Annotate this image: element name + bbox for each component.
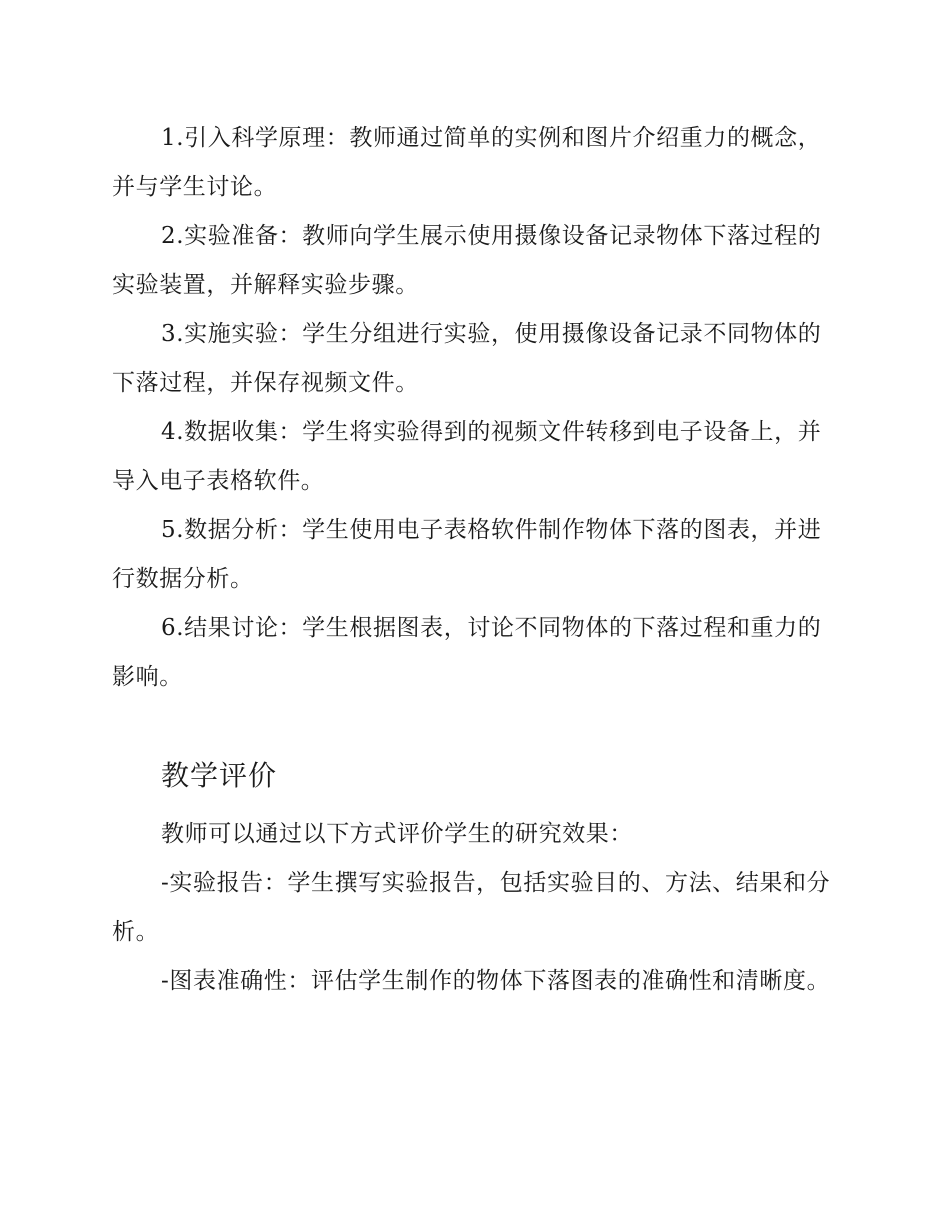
document-body [112,114,844,1006]
section-heading-evaluation: 教学评价 [161,759,278,792]
evaluation-item-report: -实验报告：学生撰写实验报告，包括实验目的、方法、结果和分析。 [112,870,831,945]
step-paragraph-1: 1.引入科学原理：教师通过简单的实例和图片介绍重力的概念，并与学生讨论。 [112,125,822,200]
step-paragraph-6: 6.结果讨论：学生根据图表，讨论不同物体的下落过程和重力的影响。 [112,615,822,690]
evaluation-intro: 教师可以通过以下方式评价学生的研究效果： [161,821,633,847]
step-paragraph-3: 3.实施实验：学生分组进行实验，使用摄像设备记录不同物体的下落过程，并保存视频文件。 [112,321,822,396]
evaluation-item-chart-accuracy: -图表准确性：评估学生制作的物体下落图表的准确性和清晰度。 [161,968,831,994]
step-paragraph-4: 4.数据收集：学生将实验得到的视频文件转移到电子设备上，并导入电子表格软件。 [112,419,822,494]
step-paragraph-2: 2.实验准备：教师向学生展示使用摄像设备记录物体下落过程的实验装置，并解释实验步骤。 [112,223,822,298]
step-paragraph-5: 5.数据分析：学生使用电子表格软件制作物体下落的图表，并进行数据分析。 [112,517,822,592]
